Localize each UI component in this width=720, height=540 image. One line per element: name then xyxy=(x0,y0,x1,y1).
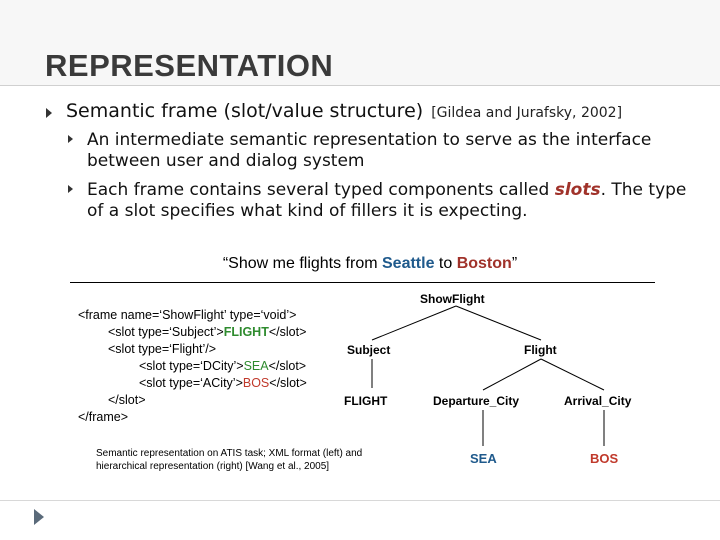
text: to xyxy=(434,255,457,272)
tree-node-arrival-city: Arrival_City xyxy=(564,394,632,408)
tree-node-departure-city: Departure_City xyxy=(433,394,520,408)
text: <slot type=‘Subject’> xyxy=(108,325,224,339)
xml-line: <slot type=‘Flight’/> xyxy=(108,342,217,356)
edge-flight-departure xyxy=(483,359,541,390)
edge-flight-arrival xyxy=(541,359,604,390)
text: . The type of a slot specifies what kind of fillers it is expecting. xyxy=(87,180,687,221)
citation: [Gildea and Jurafsky, 2002] xyxy=(431,105,623,121)
sub-bullet-intermediate: An intermediate semantic representation to serve as the interface between user and dialog system xyxy=(87,130,652,171)
xml-line: </frame> xyxy=(78,410,129,424)
text: ” xyxy=(511,255,518,272)
tree-node-flight: Flight xyxy=(524,343,557,357)
city-seattle: Seattle xyxy=(382,255,435,272)
figure-caption: Semantic representation on ATIS task; XML format (left) and hierarchical representation (right) [Wang et al., 2005] xyxy=(96,448,363,472)
text: Each frame contains several typed components called xyxy=(87,180,555,200)
bullet-text: Semantic frame (slot/value structure) xyxy=(66,100,424,122)
slots-highlight: slots xyxy=(554,180,601,200)
xml-value: SEA xyxy=(243,359,269,373)
city-boston: Boston xyxy=(456,255,512,272)
text: </slot> xyxy=(268,325,307,339)
text: <slot type=‘DCity’> xyxy=(139,359,244,373)
text: </slot> xyxy=(269,376,307,390)
slide-title: REPRESENTATION xyxy=(45,48,334,83)
xml-line: </slot> xyxy=(108,393,146,407)
text: “Show me flights from xyxy=(222,255,382,272)
tree-node-bos: BOS xyxy=(590,451,619,466)
tree-node-subject: Subject xyxy=(347,343,391,357)
tree-node-flight-value: FLIGHT xyxy=(344,394,388,408)
tree-node-root: ShowFlight xyxy=(420,292,485,306)
text: <slot type=‘ACity’> xyxy=(139,376,243,390)
xml-line: <frame name=‘ShowFlight’ type=‘void’> xyxy=(78,308,297,322)
text: </slot> xyxy=(268,359,307,373)
xml-value: BOS xyxy=(242,376,270,390)
slide-nav-arrow-icon xyxy=(32,507,46,527)
xml-value: FLIGHT xyxy=(223,325,269,339)
edge-root-subject xyxy=(372,306,456,340)
edge-root-flight xyxy=(456,306,541,340)
tree-node-sea: SEA xyxy=(470,451,497,466)
footer-divider xyxy=(0,500,720,501)
